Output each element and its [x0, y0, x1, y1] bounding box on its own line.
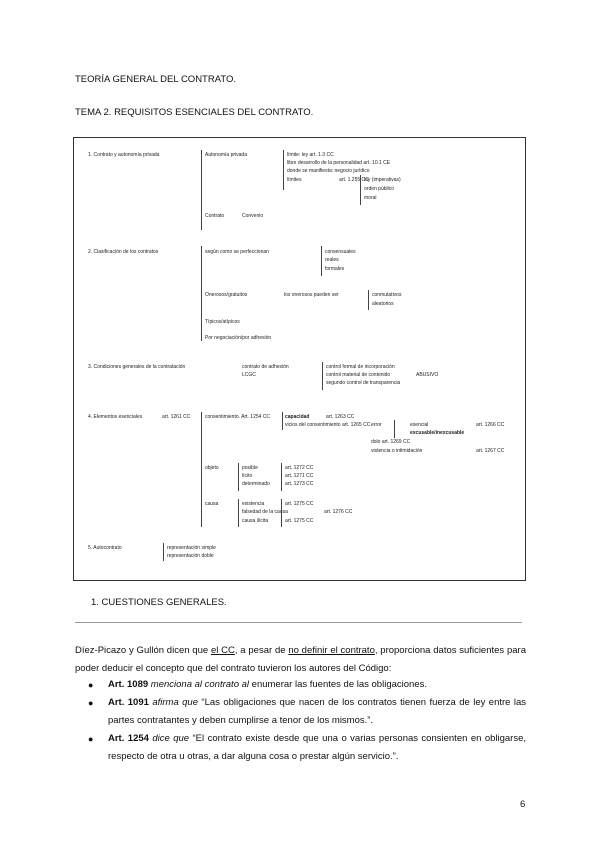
- b3-em: dice que: [152, 733, 190, 744]
- scheme-line: [201, 246, 202, 341]
- scheme-error: error: [371, 422, 382, 428]
- scheme-contrato: Contrato: [205, 213, 225, 219]
- scheme-abusivo: ABUSIVO: [416, 372, 439, 378]
- list-item: [75, 694, 526, 730]
- scheme-line: [201, 412, 202, 527]
- scheme-line: [394, 420, 395, 438]
- scheme-objeto: objeto: [205, 465, 219, 471]
- scheme-causa: causa: [205, 501, 219, 507]
- b1-rest: enumerar las fuentes de las obligaciones.: [249, 679, 427, 690]
- scheme-art1267: art. 1267 CC: [476, 448, 505, 454]
- scheme-consensuales: consensuales: [325, 249, 356, 255]
- page-number: 6: [520, 799, 526, 810]
- p1-a: Díez-Picazo y Gullón dicen que: [75, 645, 211, 656]
- bullet-icon: ●: [88, 680, 94, 690]
- b1-em: menciona al contrato al: [150, 679, 250, 690]
- scheme-existencia: existencia: [242, 501, 265, 507]
- concept-scheme: [73, 137, 526, 581]
- scheme-lcgc: LCGC: [242, 372, 256, 378]
- scheme-adhesion: contrato de adhesión: [242, 364, 289, 370]
- section-heading: 1. CUESTIONES GENERALES.: [91, 597, 227, 608]
- scheme-art1275b: art. 1275 CC: [285, 518, 314, 524]
- scheme-capacidad: capacidad: [285, 414, 310, 420]
- scheme-line: [201, 150, 202, 230]
- scheme-s2: 2. Clasificación de los contratos: [88, 249, 159, 255]
- scheme-conmutativos: conmutativos: [372, 292, 402, 298]
- scheme-onerosos: Onerosos/gratuitos: [205, 292, 248, 298]
- scheme-art1271: art. 1271 CC: [285, 473, 314, 479]
- b3-art: Art. 1254: [108, 733, 149, 744]
- scheme-art1276: art. 1276 CC: [324, 509, 353, 515]
- document-title: TEORÍA GENERAL DEL CONTRATO.: [75, 74, 237, 85]
- scheme-line: [281, 499, 282, 527]
- scheme-donde: donde se manifiesta: negocio jurídico: [287, 168, 370, 174]
- scheme-formales: formales: [325, 266, 345, 272]
- scheme-line: [368, 290, 369, 310]
- p1-nd: no definir el contrato: [288, 645, 375, 656]
- scheme-tipicos: Típicos/atípicos: [205, 319, 240, 325]
- scheme-line: [322, 362, 323, 390]
- scheme-line: [281, 463, 282, 491]
- scheme-line: [282, 412, 283, 430]
- scheme-line: [321, 246, 322, 276]
- section-divider: [75, 622, 522, 623]
- scheme-aleatorios: aleatorios: [372, 301, 394, 307]
- scheme-line: [360, 175, 361, 205]
- scheme-consent: consentimiento. Art. 1254 CC: [205, 414, 271, 420]
- p1-c: , proporciona datos suficientes para poder deducir el concepto que del contrato tuvieron los autores del Código:: [75, 645, 526, 674]
- scheme-s1: 1. Contrato y autonomía privada: [88, 152, 160, 158]
- scheme-orden: orden público: [364, 186, 395, 192]
- scheme-ctrl-transp: segundo control de transparencia: [326, 380, 401, 386]
- scheme-ley-imp: ley (imperativas): [364, 177, 401, 183]
- scheme-onerosos-sub: los onerosos pueden ser: [284, 292, 339, 298]
- scheme-line: [163, 543, 164, 561]
- scheme-lim-ley: límite: ley art. 1.3 CC: [287, 152, 334, 158]
- list-item: [75, 676, 526, 694]
- scheme-s4: 4. Elementos esenciales: [88, 414, 143, 420]
- scheme-ctrl-formal: control formal de incorporación: [326, 364, 395, 370]
- scheme-ap: Autonomía privada: [205, 152, 247, 158]
- scheme-reales: reales: [325, 257, 339, 263]
- p1-b: , a pesar de: [234, 645, 289, 656]
- scheme-art1272: art. 1272 CC: [285, 465, 314, 471]
- b3-rest: “El contrato existe desde que una o varias personas consienten en obligarse, respecto de otra u otras, a dar alguna cosa o prestar algún servicio.”.: [108, 733, 527, 762]
- scheme-repr2: representación doble: [167, 553, 214, 559]
- scheme-ctrl-material: control material de contenido: [326, 372, 391, 378]
- scheme-s3: 3. Condiciones generales de la contratación: [88, 364, 186, 370]
- scheme-moral: moral: [364, 195, 377, 201]
- scheme-line: [238, 463, 239, 491]
- scheme-limites: límites: [287, 177, 302, 183]
- scheme-art1273: art. 1273 CC: [285, 481, 314, 487]
- b2-em: afirma que: [152, 697, 199, 708]
- scheme-art1275: art. 1275 CC: [285, 501, 314, 507]
- scheme-vicios: vicios del consentimiento art. 1265 CC: [285, 422, 371, 428]
- scheme-det: determinado: [242, 481, 270, 487]
- scheme-posible: posible: [242, 465, 258, 471]
- scheme-dolo: dolo art. 1269 CC: [371, 439, 411, 445]
- scheme-falsedad: falsedad de la causa: [242, 509, 288, 515]
- scheme-esencial: esencial: [410, 422, 429, 428]
- intro-paragraph: [75, 642, 526, 678]
- scheme-s5: 5. Autocontrato: [88, 545, 122, 551]
- scheme-line: [238, 499, 239, 527]
- scheme-violencia: violencia o intimidación: [371, 448, 423, 454]
- scheme-segun: según como se perfeccionan: [205, 249, 269, 255]
- scheme-licito: lícito: [242, 473, 253, 479]
- scheme-negociacion: Por negociación/por adhesión: [205, 335, 272, 341]
- scheme-libre: libre desarrollo de la personalidad art. 10.1 CE: [287, 160, 391, 166]
- b1-art: Art. 1089: [108, 679, 149, 690]
- p1-cc: el CC: [210, 645, 235, 656]
- scheme-causa-ilicita: causa ilícita: [242, 518, 269, 524]
- scheme-repr1: representación simple: [167, 545, 216, 551]
- b2-art: Art. 1091: [108, 697, 149, 708]
- b2-rest: “Las obligaciones que nacen de los contratos tienen fuerza de ley entre las partes contratantes y deben cumplirse a tenor de los mismos.”.: [108, 697, 527, 726]
- scheme-art1261: art. 1261 CC: [162, 414, 191, 420]
- topic-title: TEMA 2. REQUISITOS ESENCIALES DEL CONTRATO.: [75, 107, 314, 118]
- list-item: [75, 730, 526, 766]
- bullet-icon: ●: [88, 734, 94, 744]
- scheme-convenio: Convenio: [242, 213, 264, 219]
- scheme-excusable: excusable/inexcusable: [410, 430, 465, 436]
- scheme-art1255: art. 1.255 CC: [339, 177, 369, 183]
- bullet-icon: ●: [88, 698, 94, 708]
- article-list: [75, 676, 526, 766]
- scheme-art1263: art. 1263 CC: [326, 414, 355, 420]
- scheme-line: [283, 150, 284, 190]
- scheme-art1266: art. 1266 CC: [476, 422, 505, 428]
